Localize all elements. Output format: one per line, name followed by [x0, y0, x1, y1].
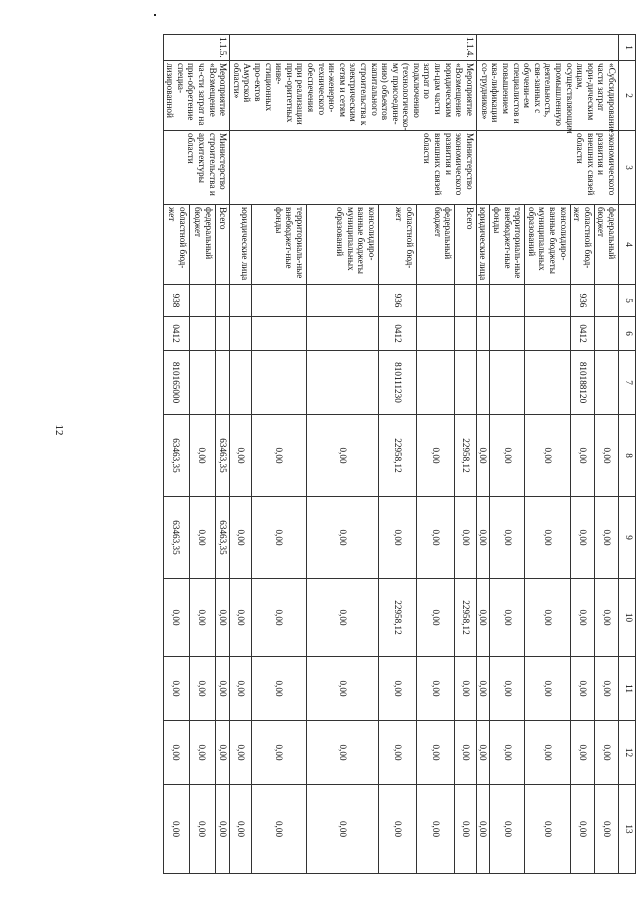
- value-cell: 0,00: [490, 579, 525, 657]
- value-cell: [525, 351, 570, 415]
- funding-source: юридические лица: [230, 205, 252, 285]
- value-cell: 22958,12: [378, 579, 416, 657]
- value-cell: 0,00: [476, 497, 490, 579]
- row-id: 1.1.4.: [230, 35, 477, 61]
- value-cell: 0,00: [525, 415, 570, 497]
- value-cell: 0,00: [525, 785, 570, 874]
- value-cell: 0,00: [251, 721, 306, 785]
- value-cell: [230, 317, 252, 351]
- value-cell: 22958,12: [378, 415, 416, 497]
- funding-source: территориаль-ные внебюджет-ные фонды: [490, 205, 525, 285]
- header-cell: 1: [619, 35, 636, 61]
- value-cell: 0,00: [594, 415, 618, 497]
- measure-name: «Субсидирование части затрат юри-дическим лицам, осуществляющим промышленную деятельность, свя-занных с обучени-ем специалистов и повышением ква-лификации со-трудников»: [476, 61, 618, 131]
- value-cell: 0,00: [306, 415, 378, 497]
- funding-source: областной бюд-жет: [163, 205, 189, 285]
- value-cell: [251, 285, 306, 317]
- funding-source: консолидиро-ванные бюджеты муниципальных образований: [306, 205, 378, 285]
- header-cell: 4: [619, 205, 636, 285]
- value-cell: [476, 285, 490, 317]
- value-cell: [306, 317, 378, 351]
- value-cell: 0,00: [189, 579, 215, 657]
- header-cell: 10: [619, 579, 636, 657]
- value-cell: 63463,35: [215, 497, 230, 579]
- value-cell: 0,00: [417, 579, 455, 657]
- value-cell: 0,00: [490, 657, 525, 721]
- row-id: 1.1.5.: [163, 35, 230, 61]
- value-cell: [230, 285, 252, 317]
- header-cell: 8: [619, 415, 636, 497]
- value-cell: 0,00: [594, 721, 618, 785]
- funding-source: Всего: [455, 205, 477, 285]
- funding-source: областной бюд-жет: [378, 205, 416, 285]
- value-cell: 0,00: [189, 721, 215, 785]
- value-cell: 0,00: [594, 657, 618, 721]
- value-cell: [306, 285, 378, 317]
- value-cell: 936: [378, 285, 416, 317]
- value-cell: 0,00: [570, 497, 594, 579]
- value-cell: 0,00: [570, 721, 594, 785]
- value-cell: 0,00: [230, 415, 252, 497]
- row-id: [476, 35, 618, 61]
- funding-source: федеральный бюджет: [189, 205, 215, 285]
- value-cell: 0,00: [490, 721, 525, 785]
- value-cell: 63463,35: [163, 415, 189, 497]
- value-cell: 0,00: [163, 721, 189, 785]
- value-cell: 810165000: [163, 351, 189, 415]
- speck: [154, 14, 156, 16]
- executor: Министерство строительства и архитектуры области: [163, 131, 230, 205]
- value-cell: 0,00: [378, 657, 416, 721]
- value-cell: [189, 285, 215, 317]
- value-cell: 0,00: [251, 785, 306, 874]
- value-cell: 0,00: [189, 497, 215, 579]
- executor: экономического развития и внешних связей области: [476, 131, 618, 205]
- value-cell: 0,00: [455, 785, 477, 874]
- value-cell: 0,00: [476, 579, 490, 657]
- header-cell: 13: [619, 785, 636, 874]
- value-cell: 0,00: [525, 721, 570, 785]
- value-cell: [189, 351, 215, 415]
- value-cell: 0,00: [230, 785, 252, 874]
- value-cell: 0412: [378, 317, 416, 351]
- value-cell: [251, 351, 306, 415]
- value-cell: 0,00: [525, 657, 570, 721]
- value-cell: 22958,12: [455, 579, 477, 657]
- funding-source: Всего: [215, 205, 230, 285]
- value-cell: 0,00: [476, 785, 490, 874]
- value-cell: 22958,12: [455, 415, 477, 497]
- value-cell: 0,00: [490, 497, 525, 579]
- rotated-table-page: [104, 34, 636, 873]
- header-cell: 5: [619, 285, 636, 317]
- value-cell: 0,00: [570, 415, 594, 497]
- executor: Министерство экономического развития и внешних связей области: [230, 131, 477, 205]
- value-cell: 0,00: [525, 497, 570, 579]
- measure-name: Мероприятие «Возмещение ча-сти затрат на при-обретение специа-лизированной: [163, 61, 230, 131]
- value-cell: [455, 351, 477, 415]
- value-cell: 0,00: [417, 497, 455, 579]
- value-cell: 0,00: [306, 579, 378, 657]
- value-cell: 0,00: [230, 657, 252, 721]
- value-cell: 0,00: [215, 785, 230, 874]
- value-cell: 0,00: [476, 657, 490, 721]
- value-cell: 63463,35: [215, 415, 230, 497]
- value-cell: [189, 317, 215, 351]
- funding-source: территориаль-ные внебюджет-ные фонды: [251, 205, 306, 285]
- value-cell: 0,00: [417, 785, 455, 874]
- value-cell: 0,00: [230, 497, 252, 579]
- value-cell: 0,00: [189, 785, 215, 874]
- table-row: [594, 35, 618, 874]
- value-cell: 0,00: [490, 785, 525, 874]
- header-cell: 7: [619, 351, 636, 415]
- value-cell: 63463,35: [163, 497, 189, 579]
- value-cell: [594, 285, 618, 317]
- value-cell: 0412: [163, 317, 189, 351]
- value-cell: 936: [570, 285, 594, 317]
- value-cell: 0,00: [163, 579, 189, 657]
- value-cell: 0,00: [306, 785, 378, 874]
- value-cell: 0,00: [490, 415, 525, 497]
- value-cell: 0,00: [476, 721, 490, 785]
- header-cell: 2: [619, 61, 636, 131]
- value-cell: [251, 317, 306, 351]
- value-cell: 810111230: [378, 351, 416, 415]
- value-cell: [490, 351, 525, 415]
- value-cell: [215, 351, 230, 415]
- value-cell: 0,00: [251, 497, 306, 579]
- value-cell: [594, 317, 618, 351]
- value-cell: 810188120: [570, 351, 594, 415]
- value-cell: 0,00: [163, 785, 189, 874]
- value-cell: 0,00: [230, 721, 252, 785]
- value-cell: 0,00: [163, 657, 189, 721]
- value-cell: 0,00: [417, 415, 455, 497]
- value-cell: [455, 317, 477, 351]
- value-cell: 0,00: [251, 579, 306, 657]
- budget-table: [163, 34, 636, 874]
- value-cell: 0,00: [525, 579, 570, 657]
- value-cell: 0412: [570, 317, 594, 351]
- header-row: [619, 35, 636, 874]
- funding-source: федеральный бюджет: [417, 205, 455, 285]
- value-cell: 0,00: [251, 657, 306, 721]
- value-cell: 0,00: [476, 415, 490, 497]
- value-cell: 0,00: [230, 579, 252, 657]
- value-cell: [230, 351, 252, 415]
- page-number: 12: [53, 424, 65, 436]
- value-cell: [306, 351, 378, 415]
- value-cell: 0,00: [306, 721, 378, 785]
- value-cell: 0,00: [378, 721, 416, 785]
- value-cell: 0,00: [594, 785, 618, 874]
- header-cell: 12: [619, 721, 636, 785]
- header-cell: 6: [619, 317, 636, 351]
- value-cell: [525, 317, 570, 351]
- value-cell: 0,00: [570, 579, 594, 657]
- value-cell: 0,00: [455, 497, 477, 579]
- value-cell: [417, 285, 455, 317]
- value-cell: [455, 285, 477, 317]
- value-cell: 0,00: [306, 497, 378, 579]
- value-cell: 0,00: [455, 721, 477, 785]
- value-cell: 0,00: [189, 657, 215, 721]
- value-cell: [594, 351, 618, 415]
- value-cell: [215, 285, 230, 317]
- value-cell: 0,00: [570, 785, 594, 874]
- value-cell: 0,00: [455, 657, 477, 721]
- value-cell: [417, 351, 455, 415]
- header-cell: 3: [619, 131, 636, 205]
- value-cell: 0,00: [189, 415, 215, 497]
- value-cell: 0,00: [570, 657, 594, 721]
- value-cell: 0,00: [251, 415, 306, 497]
- value-cell: [490, 317, 525, 351]
- funding-source: областной бюд-жет: [570, 205, 594, 285]
- value-cell: [490, 285, 525, 317]
- value-cell: 0,00: [378, 497, 416, 579]
- value-cell: [525, 285, 570, 317]
- header-cell: 9: [619, 497, 636, 579]
- value-cell: [476, 317, 490, 351]
- value-cell: 0,00: [306, 657, 378, 721]
- header-cell: 11: [619, 657, 636, 721]
- value-cell: 0,00: [215, 721, 230, 785]
- value-cell: 0,00: [378, 785, 416, 874]
- measure-name: Мероприятие «Возмещение юридическим ли-цам части затрат по подключению (технологическо-му присоедине-нию) объектов капитального строительства к электрическим сетям и сетям ин-женерно-технического обеспечения при реализации при-оритетных инве-стиционных про-ектов Амурской области»: [230, 61, 477, 131]
- value-cell: 0,00: [417, 657, 455, 721]
- value-cell: 0,00: [594, 497, 618, 579]
- funding-source: юридические лица: [476, 205, 490, 285]
- value-cell: 938: [163, 285, 189, 317]
- value-cell: [215, 317, 230, 351]
- funding-source: консолидиро-ванные бюджеты муниципальных образований: [525, 205, 570, 285]
- value-cell: [417, 317, 455, 351]
- value-cell: 0,00: [594, 579, 618, 657]
- value-cell: 0,00: [417, 721, 455, 785]
- table-row: [215, 35, 230, 874]
- value-cell: [476, 351, 490, 415]
- value-cell: 0,00: [215, 579, 230, 657]
- table-row: [455, 35, 477, 874]
- funding-source: федеральный бюджет: [594, 205, 618, 285]
- value-cell: 0,00: [215, 657, 230, 721]
